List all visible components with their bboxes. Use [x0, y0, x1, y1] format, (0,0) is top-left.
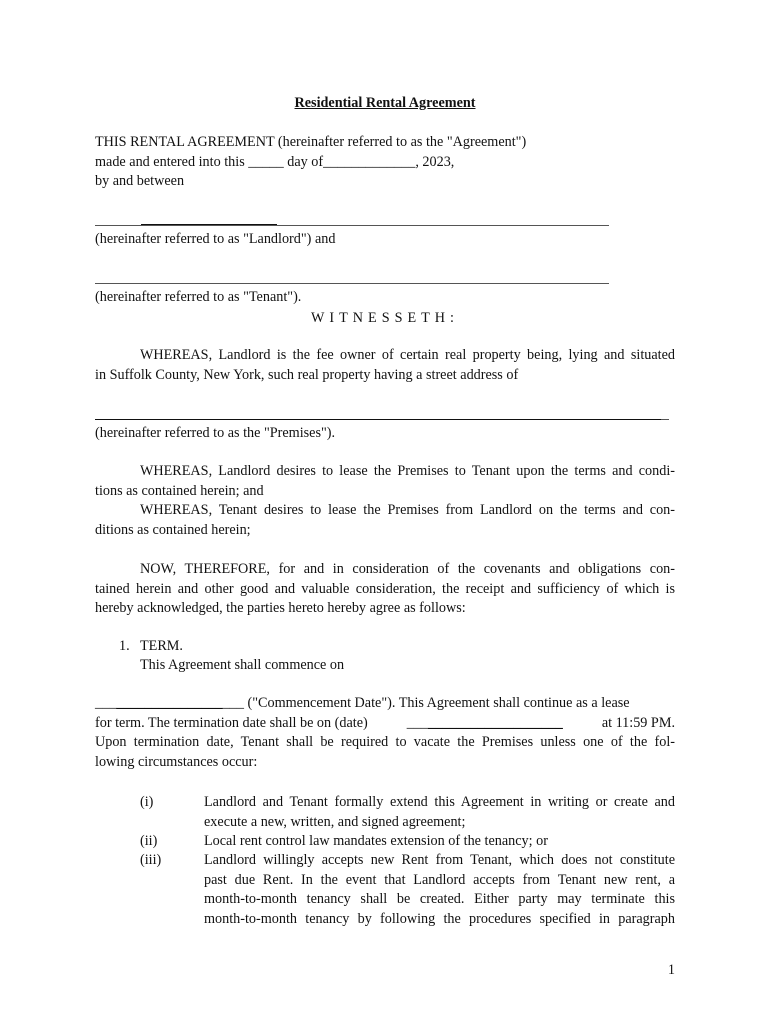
witnesseth-heading: WITNESSETH:	[311, 310, 459, 326]
whereas2-line-3: WHEREAS, Tenant desires to lease the Premises from Landlord on the terms and con-	[140, 502, 675, 518]
page-number: 1	[667, 962, 675, 978]
whereas1-line-2: in Suffolk County, New York, such real property having a street address of	[95, 366, 519, 383]
term-line-2-text: for term. The termination date shall be on (date)	[95, 714, 368, 731]
now-therefore-line-1: NOW, THEREFORE, for and in consideration of the covenants and obligations con-	[140, 561, 675, 577]
premises-address-line	[95, 419, 661, 420]
premises-address-line-tail	[661, 419, 669, 420]
intro-line-1: THIS RENTAL AGREEMENT (hereinafter referred to as the "Agreement")	[95, 134, 527, 150]
intro-line-3: by and between	[95, 173, 185, 189]
now-therefore-line-3: hereby acknowledged, the parties hereto hereby agree as follows:	[95, 600, 466, 616]
term-heading: TERM.	[140, 638, 183, 654]
landlord-ref-text: (hereinafter referred to as "Landlord") and	[95, 231, 336, 247]
term-line-1	[95, 694, 675, 714]
term-line-4: lowing circumstances occur:	[95, 753, 258, 770]
circumstance-3-line-3: month-to-month tenancy shall be created. Either party may terminate this	[204, 891, 675, 907]
landlord-name-line	[95, 225, 609, 226]
circumstance-2-line-1: Local rent control law mandates extension of the tenancy; or	[204, 833, 548, 849]
landlord-name-underline	[141, 224, 277, 225]
whereas-paragraph-2	[95, 462, 675, 540]
circumstance-1-line-2: execute a new, written, and signed agreement;	[204, 813, 466, 830]
circumstance-3-text	[204, 851, 675, 929]
commencement-date-blank: _______________	[116, 695, 223, 711]
whereas2-line-1: WHEREAS, Landlord desires to lease the Premises to Tenant upon the terms and condi-	[140, 463, 675, 479]
circumstance-3-line-1: Landlord willingly accepts new Rent from Tenant, which does not constitute	[204, 852, 675, 868]
circumstance-1-number: (i)	[140, 794, 154, 810]
circumstance-3-line-4: month-to-month tenancy by following the procedures specified in paragraph	[204, 910, 675, 927]
landlord-ref	[95, 230, 675, 250]
circumstance-2-text	[204, 832, 675, 852]
whereas1-line-1: WHEREAS, Landlord is the fee owner of certain real property being, lying and situated	[140, 347, 675, 363]
whereas2-line-2: tions as contained herein; and	[95, 482, 264, 499]
premises-ref-text: (hereinafter referred to as the "Premises").	[95, 425, 336, 441]
intro-paragraph	[95, 133, 675, 192]
intro-line-2: made and entered into this _____ day of_____________, 2023,	[95, 153, 455, 170]
termination-date-prefix: ___	[406, 714, 429, 731]
term-number: 1.	[119, 638, 130, 654]
premises-ref	[95, 424, 675, 444]
whereas2-line-4: ditions as contained herein;	[95, 521, 251, 538]
now-therefore-line-2: tained herein and other good and valuable consideration, the receipt and sufficiency of which is	[95, 580, 675, 597]
termination-date-group	[407, 714, 563, 734]
term-commence: This Agreement shall commence on	[140, 657, 345, 673]
now-therefore-paragraph	[95, 560, 675, 619]
term-paragraph	[95, 694, 675, 772]
term-line-1-text: ___ ("Commencement Date"). This Agreement shall continue as a lease	[222, 695, 630, 711]
circumstance-1-line-1: Landlord and Tenant formally extend this Agreement in writing or create and	[204, 794, 675, 810]
circumstance-3-number: (iii)	[140, 852, 162, 868]
tenant-ref	[95, 288, 675, 308]
term-line-1-prefix: ___	[95, 695, 117, 711]
term-line-2-time: at 11:59 PM.	[601, 714, 675, 731]
termination-date-blank: ___________________	[428, 714, 563, 731]
tenant-name-line	[95, 283, 609, 284]
circumstance-2-number: (ii)	[140, 833, 158, 849]
term-line-2	[95, 714, 675, 734]
whereas-paragraph-1	[95, 346, 675, 385]
circumstance-3-line-2: past due Rent. In the event that Landlord accepts from Tenant new rent, a	[204, 871, 675, 888]
tenant-ref-text: (hereinafter referred to as "Tenant").	[95, 289, 302, 305]
document-title: Residential Rental Agreement	[294, 95, 476, 111]
term-line-3: Upon termination date, Tenant shall be required to vacate the Premises unless one of the fol-	[95, 734, 675, 750]
circumstance-1-text	[204, 793, 675, 832]
